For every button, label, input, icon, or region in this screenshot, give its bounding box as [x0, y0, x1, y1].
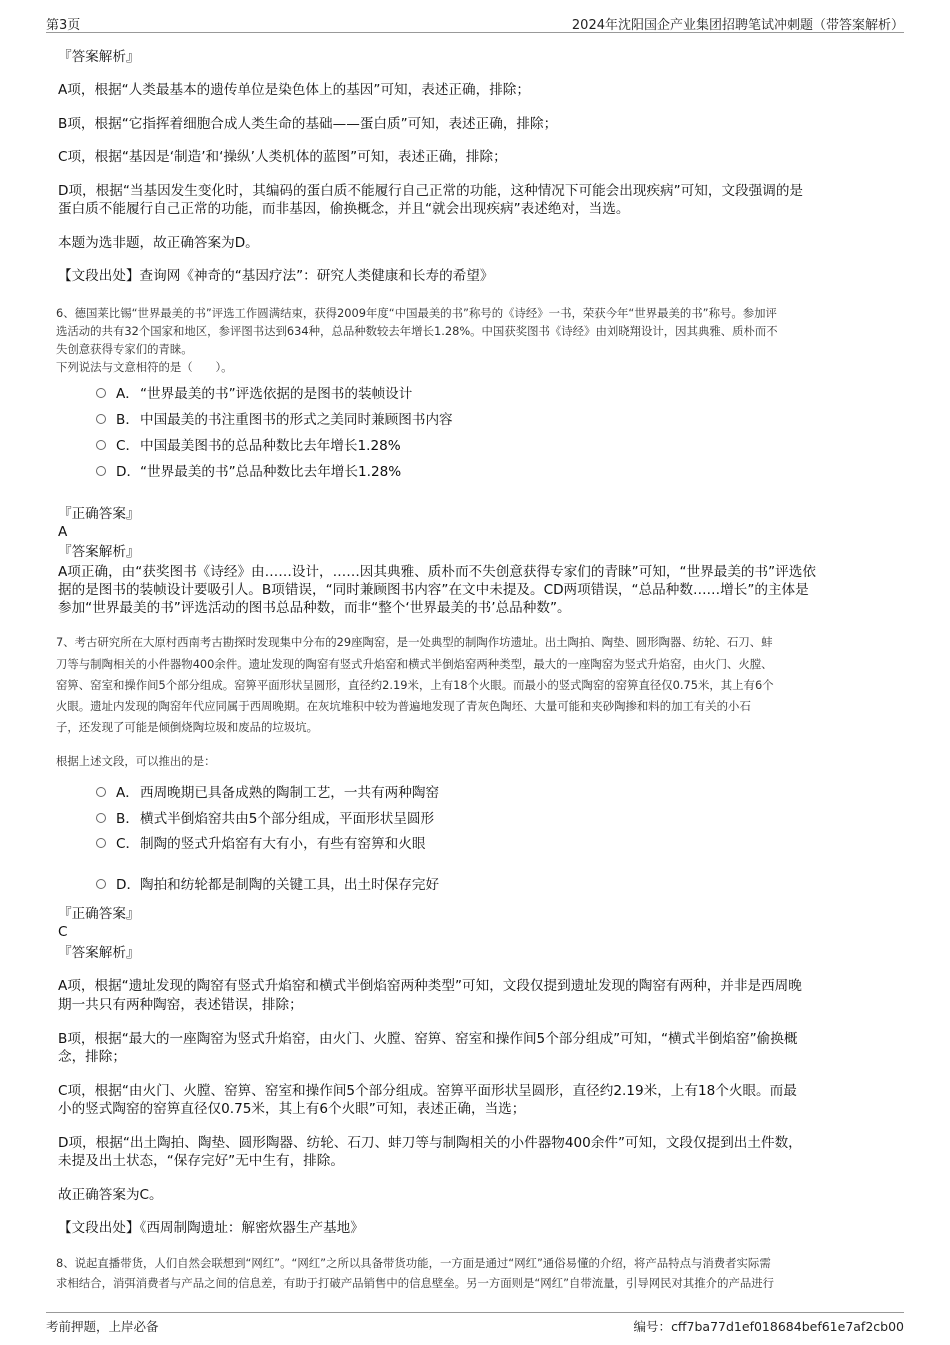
q6-option-a[interactable]: A．“世界最美的书”评选依据的是图书的装帧设计 [96, 385, 412, 403]
q6-text-line3: 失创意获得专家们的青睐。 [56, 342, 193, 356]
q6-option-c[interactable]: C．中国最美图书的总品种数比去年增长1.28% [96, 437, 401, 455]
q7-text-line1: 7、考古研究所在大原村西南考古勘探时发现集中分布的29座陶窑，是一处典型的制陶作坊遗址。出土陶拍、陶垫、圆形陶器、纺轮、石刀、蚌 [56, 635, 773, 649]
source: 【文段出处】查询网《神奇的“基因疗法”：研究人类健康和长寿的希望》 [58, 268, 494, 284]
page-header [46, 10, 904, 33]
q6-analysis-label: 『答案解析』 [58, 544, 140, 560]
q7-analysis-b-line2: 念，排除； [58, 1049, 126, 1065]
analysis-b: B项，根据“它指挥着细胞合成人类生命的基础——蛋白质”可知，表述正确，排除； [58, 116, 558, 132]
radio-icon[interactable] [96, 787, 106, 797]
q7-analysis-c-line2: 小的竖式陶窑的窑箅直径仅0.75米，其上有6个火眼”可知，表述正确，当选； [58, 1101, 526, 1117]
q8-text-line1: 8、说起直播带货，人们自然会联想到“网红”。“网红”之所以具备带货功能，一方面是通过“网红”通俗易懂的介绍，将产品特点与消费者实际需 [56, 1256, 771, 1270]
q7-text-line2: 刀等与制陶相关的小件器物400余件。遗址发现的陶窑有竖式升焰窑和横式半倒焰窑两种类型，最大的一座陶窑为竖式升焰窑，由火门、火膛、 [56, 657, 773, 671]
radio-icon[interactable] [96, 813, 106, 823]
footer-slogan: 考前押题，上岸必备 [46, 1319, 159, 1334]
radio-icon[interactable] [96, 466, 106, 476]
page-footer [46, 1312, 904, 1334]
q7-option-c[interactable]: C．制陶的竖式升焰窑有大有小，有些有窑箅和火眼 [96, 835, 425, 853]
q7-answer-label: 『正确答案』 [58, 906, 140, 922]
q7-analysis-d-line2: 未提及出土状态，“保存完好”无中生有，排除。 [58, 1153, 344, 1169]
q7-option-d[interactable]: D．陶拍和纺轮都是制陶的关键工具，出土时保存完好 [96, 876, 439, 894]
document-id: 编号：cff7ba77d1ef018684bef61e7af2cb00 [633, 1319, 904, 1334]
q7-option-a[interactable]: A．西周晚期已具备成熟的陶制工艺，一共有两种陶窑 [96, 784, 439, 802]
q7-answer: C [58, 924, 68, 940]
q6-text-line1: 6、德国莱比锡“世界最美的书”评选工作圆满结束，获得2009年度“中国最美的书”称号的《诗经》一书，荣获今年“世界最美的书”称号。参加评 [56, 306, 777, 320]
analysis-a: A项，根据“人类最基本的遗传单位是染色体上的基因”可知，表述正确，排除； [58, 82, 530, 98]
document-title: 2024年沈阳国企产业集团招聘笔试冲刺题（带答案解析） [571, 18, 904, 33]
radio-icon[interactable] [96, 388, 106, 398]
q7-text-line4: 火眼。遗址内发现的陶窑年代应同属于西周晚期。在灰坑堆积中较为普遍地发现了青灰色陶坯、大量可能和夹砂陶掺和料的加工有关的小石 [56, 699, 751, 713]
radio-icon[interactable] [96, 440, 106, 450]
q7-prompt: 根据上述文段，可以推出的是： [56, 754, 216, 768]
answer-analysis-label: 『答案解析』 [58, 49, 140, 65]
analysis-d-line2: 蛋白质不能履行自己正常的功能，而非基因，偷换概念，并且“就会出现疾病”表述绝对，当选。 [58, 201, 630, 217]
q6-text-line2: 选活动的共有32个国家和地区，参评图书达到634种，总品种数较去年增长1.28%。中国获奖图书《诗经》由刘晓翔设计，因其典雅、质朴而不 [56, 324, 778, 338]
q6-option-d[interactable]: D．“世界最美的书”总品种数比去年增长1.28% [96, 463, 401, 481]
q6-prompt: 下列说法与文意相符的是（ ）。 [56, 360, 233, 374]
q6-analysis-line1: A项正确，由“获奖图书《诗经》由……设计，……因其典雅、质朴而不失创意获得专家们的青睐”可知，“世界最美的书”评选依 [58, 564, 816, 580]
q6-answer: A [58, 524, 68, 540]
q7-text-line5: 子，还发现了可能是倾倒烧陶垃圾和废品的垃圾坑。 [56, 720, 318, 734]
q7-analysis-a-line2: 期一共只有两种陶窑，表述错误，排除； [58, 997, 303, 1013]
q7-analysis-d-line1: D项，根据“出土陶拍、陶垫、圆形陶器、纺轮、石刀、蚌刀等与制陶相关的小件器物400余件”可知，文段仅提到出土件数， [58, 1135, 802, 1151]
q7-option-b[interactable]: B．横式半倒焰窑共由5个部分组成，平面形状呈圆形 [96, 810, 434, 828]
q6-analysis-line2: 据的是图书的装帧设计要吸引人。B项错误，“同时兼顾图书内容”在文中未提及。CD两项错误，“总品种数……增长”的主体是 [58, 582, 809, 598]
q6-option-b[interactable]: B．中国最美的书注重图书的形式之美同时兼顾图书内容 [96, 411, 453, 429]
q7-analysis-label: 『答案解析』 [58, 945, 140, 961]
q7-analysis-b-line1: B项，根据“最大的一座陶窑为竖式升焰窑，由火门、火膛、窑箅、窑室和操作间5个部分组成”可知，“横式半倒焰窑”偷换概 [58, 1031, 798, 1047]
q7-text-line3: 窑箅、窑室和操作间5个部分组成。窑箅平面形状呈圆形，直径约2.19米，上有18个火眼。而最小的竖式陶窑的窑箅直径仅0.75米，其上有6个 [56, 678, 774, 692]
q6-answer-label: 『正确答案』 [58, 506, 140, 522]
q7-analysis-c-line1: C项，根据“由火门、火膛、窑箅、窑室和操作间5个部分组成。窑箅平面形状呈圆形，直径约2.19米，上有18个火眼。而最 [58, 1083, 797, 1099]
conclusion: 本题为选非题，故正确答案为D。 [58, 235, 259, 251]
radio-icon[interactable] [96, 838, 106, 848]
radio-icon[interactable] [96, 414, 106, 424]
q7-analysis-a-line1: A项，根据“遗址发现的陶窑有竖式升焰窑和横式半倒焰窑两种类型”可知，文段仅提到遗址发现的陶窑有两种，并非是西周晚 [58, 978, 802, 994]
q7-source: 【文段出处】《西周制陶遗址：解密炊器生产基地》 [58, 1220, 364, 1236]
radio-icon[interactable] [96, 879, 106, 889]
q7-conclusion: 故正确答案为C。 [58, 1187, 163, 1203]
analysis-c: C项，根据“基因是‘制造’和‘操纵’人类机体的蓝图”可知，表述正确，排除； [58, 149, 507, 165]
q8-text-line2: 求相结合，消弭消费者与产品之间的信息差，有助于打破产品销售中的信息壁垒。另一方面则是“网红”自带流量，引导网民对其推介的产品进行 [56, 1276, 775, 1290]
page-number: 第3页 [46, 18, 81, 33]
analysis-d-line1: D项，根据“当基因发生变化时，其编码的蛋白质不能履行自己正常的功能，这种情况下可能会出现疾病”可知，文段强调的是 [58, 183, 804, 199]
q6-analysis-line3: 参加“世界最美的书”评选活动的图书总品种数，而非“整个‘世界最美的书’总品种数”。 [58, 600, 571, 616]
